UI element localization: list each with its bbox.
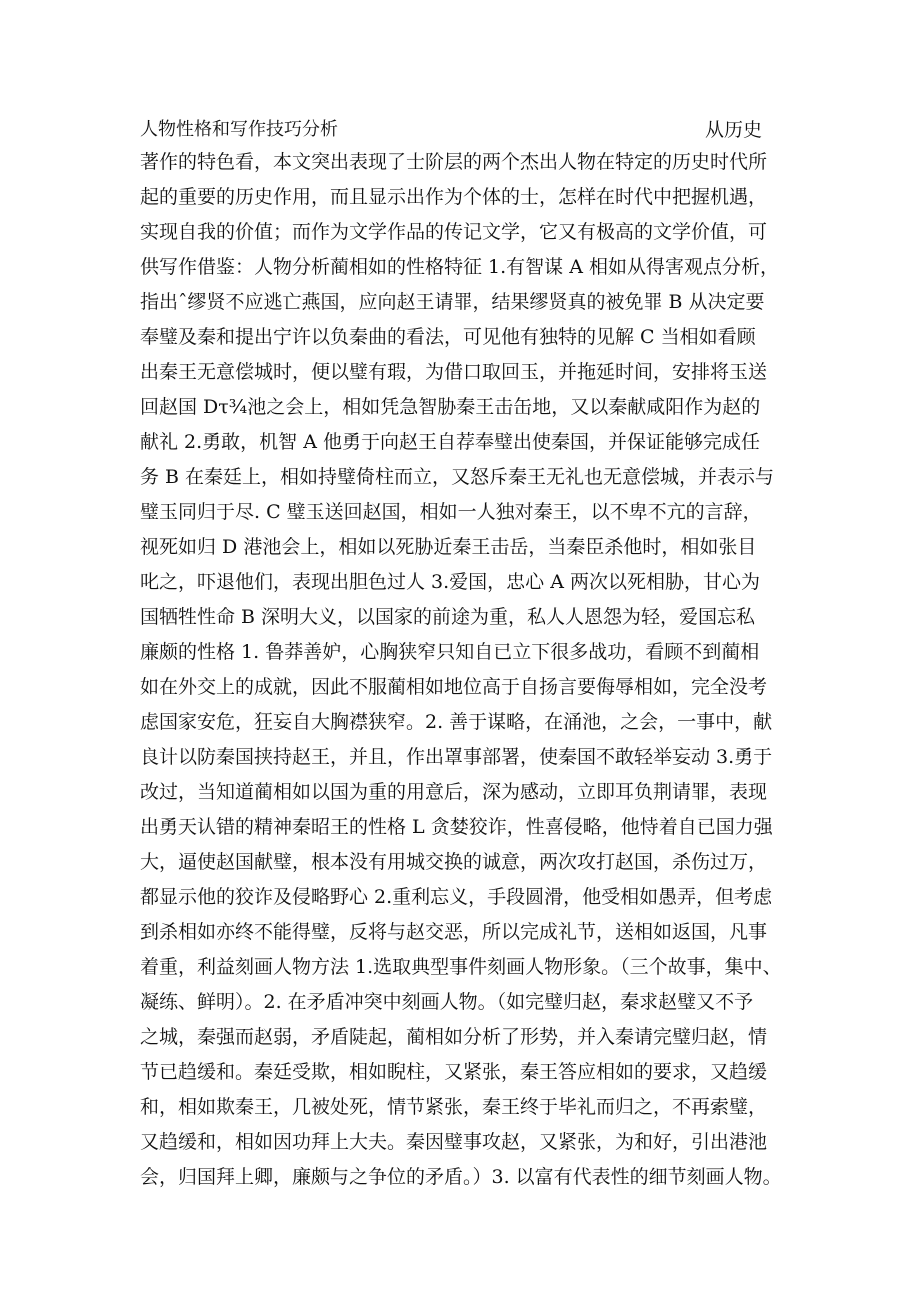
text-line: 国牺牲性命 B 深明大义，以国家的前途为重，私人人恩怨为轻，爱国忘私 bbox=[140, 606, 756, 628]
text-line: 都显示他的狡诈及侵略野心 2.重利忘义，手段圆滑，他受相如愚弄，但考虑 bbox=[140, 886, 773, 908]
text-line: 起的重要的历史作用，而且显示出作为个体的士，怎样在时代中把握机遇， bbox=[140, 186, 768, 208]
text-line: 献礼 2.勇敢，机智 A 他勇于向赵王自荐奉璧出使秦国，并保证能够完成任 bbox=[140, 431, 760, 453]
text-line: 如在外交上的成就，因此不服蔺相如地位高于自扬言要侮辱相如，完全没考 bbox=[140, 676, 768, 698]
text-line: 回赵国 Dτ¾池之会上，相如凭急智胁秦王击缶地，又以秦献咸阳作为赵的 bbox=[140, 396, 761, 418]
text-line: 廉颇的性格 1. 鲁莽善妒，心胸狭窄只知自已立下很多战功，看顾不到蔺相 bbox=[140, 641, 760, 663]
text-line: 虑国家安危，狂妄自大胸襟狭窄。2. 善于谋略，在涌池，之会，一事中，献 bbox=[140, 711, 773, 733]
text-line: 务 B 在秦廷上，相如持璧倚柱而立，又怒斥秦王无礼也无意偿城，并表示与 bbox=[140, 466, 775, 488]
text-line: 改过，当知道蔺相如以国为重的用意后，深为感动，立即耳负荆请罪，表现 bbox=[140, 781, 768, 803]
text-line: 节已趋缓和。秦廷受欺，相如睨柱，又紧张，秦王答应相如的要求，又趋缓 bbox=[140, 1061, 768, 1083]
text-line: 又趋缓和，相如因功拜上大夫。秦因璧事攻赵，又紧张，为和好，引出港池 bbox=[140, 1131, 768, 1153]
text-line: 着重，利益刻画人物方法 1.选取典型事件刻画人物形象。（三个故事，集中、 bbox=[140, 956, 782, 978]
heading-continuation: 从历史 bbox=[705, 119, 763, 141]
text-line: 之城，秦强而赵弱，矛盾陡起，蔺相如分析了形势，并入秦请完璧归赵，情 bbox=[140, 1026, 768, 1048]
text-line: 奉璧及秦和提出宁许以负秦曲的看法，可见他有独特的见解 C 当相如看顾 bbox=[140, 326, 756, 348]
text-line: 大，逼使赵国献璧，根本没有用城交换的诚意，两次攻打赵国，杀伤过万， bbox=[140, 851, 768, 873]
text-line: 出秦王无意偿城时，便以璧有瑕，为借口取回玉，并拖延时间，安排将玉送 bbox=[140, 361, 768, 383]
text-line: 凝练、鲜明）。2. 在矛盾冲突中刻画人物。（如完璧归赵，秦求赵璧又不予 bbox=[140, 991, 754, 1013]
text-line: 著作的特色看，本文突出表现了士阶层的两个杰出人物在特定的历史时代所 bbox=[140, 151, 768, 173]
text-line: 供写作借鉴：人物分析蔺相如的性格特征 1.有智谋 A 相如从得害观点分析， bbox=[140, 256, 779, 278]
text-line: 视死如归 D 港池会上，相如以死胁近秦王击岳，当秦臣杀他时，相如张目 bbox=[140, 536, 757, 558]
text-line: 到杀相如亦终不能得璧，反将与赵交恶，所以完成礼节，送相如返国，凡事 bbox=[140, 921, 768, 943]
text-line: 良计以防秦国挟持赵王，并且，作出罩事部署，使秦国不敢轻举妄动 3.勇于 bbox=[140, 746, 773, 768]
text-line: 出勇天认错的精神秦昭王的性格 L 贪婪狡诈，性喜侵略，他恃着自已国力强 bbox=[140, 816, 773, 838]
document-heading: 人物性格和写作技巧分析 bbox=[140, 119, 338, 140]
text-line: 会，归国拜上卿，廉颇与之争位的矛盾。）3. 以富有代表性的细节刻画人物。 bbox=[140, 1166, 782, 1188]
text-line: 和，相如欺秦王，几被处死，情节紧张，秦王终于毕礼而归之，不再索璧， bbox=[140, 1096, 768, 1118]
text-line: 璧玉同归于尽. C 璧玉送回赵国，相如一人独对秦王，以不卑不亢的言辞， bbox=[140, 501, 762, 523]
text-line: 实现自我的价值；而作为文学作品的传记文学，它又有极高的文学价值，可 bbox=[140, 221, 768, 243]
text-line: 叱之，吓退他们，表现出胆色过人 3.爱国，忠心 A 两次以死相胁，甘心为 bbox=[140, 571, 760, 593]
text-line: 指出ˆ缪贤不应逃亡燕国，应向赵王请罪，结果缪贤真的被免罪 B 从决定要 bbox=[140, 291, 765, 313]
